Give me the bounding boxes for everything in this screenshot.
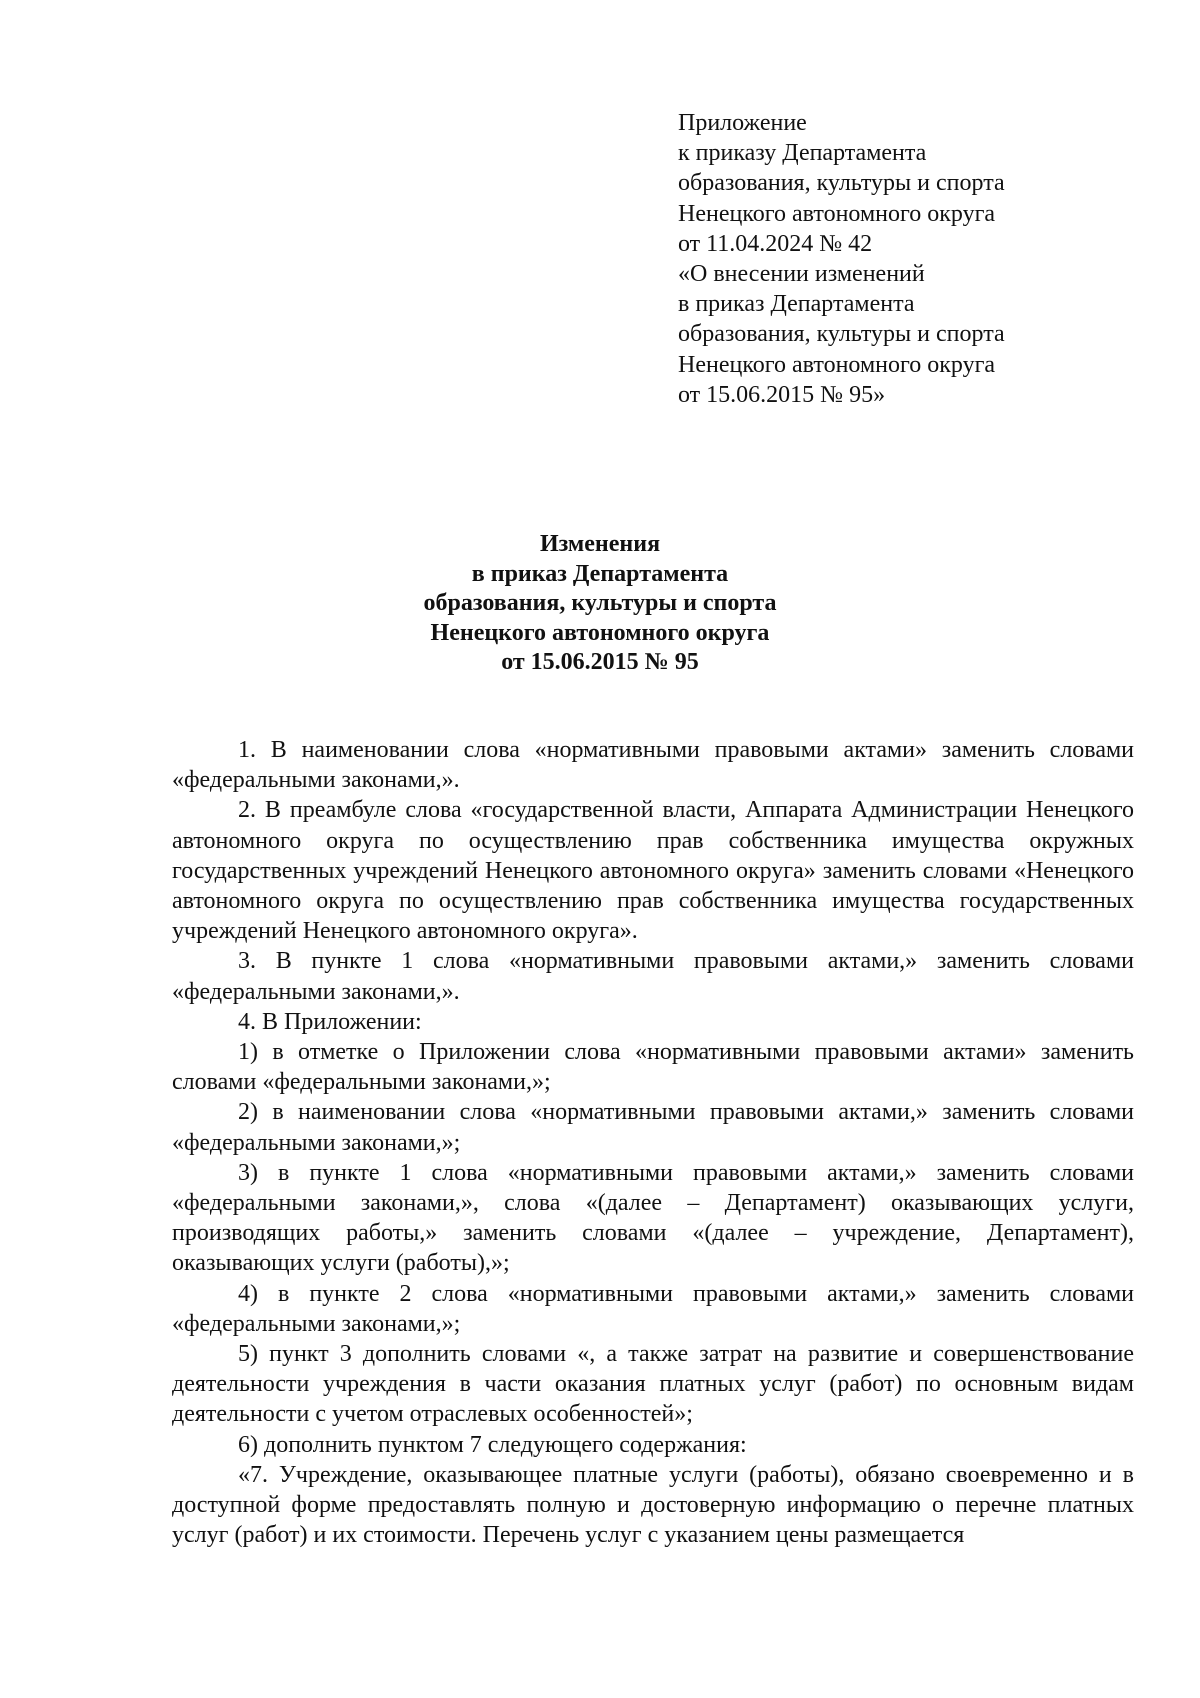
title-line: от 15.06.2015 № 95 xyxy=(501,649,699,675)
title-line: Изменения xyxy=(539,531,661,557)
appendix-line: Приложение xyxy=(678,110,807,136)
appendix-line: к приказу Департамента xyxy=(678,140,927,167)
title-line: образования, культуры и спорта xyxy=(423,590,777,616)
appendix-line: от 15.06.2015 № 95» xyxy=(678,381,886,408)
body-subitem-5: 5) пункт 3 дополнить словами «, а также затрат на развитие и совершенствование деятельности учреждения в части оказания платных услуг (работ) по основным видам деятельности с учетом отраслевых особенностей»; xyxy=(172,1341,1134,1428)
document-body xyxy=(172,735,1134,1550)
body-paragraph-2: 2. В преамбуле слова «государственной власти, Аппарата Администрации Ненецкого автономного округа по осуществлению прав собственника имущества окружных государственных учреждений Ненецкого автономного округа» заменить словами «Ненецкого автономного округа по осуществлению прав собственника имущества государственных учреждений Ненецкого автономного округа». xyxy=(172,797,1134,945)
appendix-line: от 11.04.2024 № 42 xyxy=(678,230,873,257)
appendix-block xyxy=(678,108,1098,410)
appendix-line: образования, культуры и спорта xyxy=(678,321,1005,348)
body-subitem-1: 1) в отметке о Приложении слова «нормативными правовыми актами» заменить словами «федеральными законами,»; xyxy=(172,1039,1134,1096)
body-subitem-6: 6) дополнить пунктом 7 следующего содержания: xyxy=(238,1431,747,1458)
body-paragraph-4: 4. В Приложении: xyxy=(238,1008,422,1035)
appendix-line: Ненецкого автономного округа xyxy=(678,351,996,378)
appendix-line: в приказ Департамента xyxy=(678,291,915,318)
title-line: Ненецкого автономного округа xyxy=(430,619,770,646)
document-title xyxy=(100,530,1100,678)
body-subitem-2: 2) в наименовании слова «нормативными правовыми актами,» заменить словами «федеральными законами,»; xyxy=(172,1099,1134,1156)
appendix-line: образования, культуры и спорта xyxy=(678,170,1005,197)
body-paragraph-1: 1. В наименовании слова «нормативными правовыми актами» заменить словами «федеральными законами,». xyxy=(172,737,1134,794)
appendix-line: Ненецкого автономного округа xyxy=(678,200,996,227)
title-line: в приказ Департамента xyxy=(471,560,729,587)
appendix-line: «О внесении изменений xyxy=(678,261,925,288)
body-paragraph-3: 3. В пункте 1 слова «нормативными правовыми актами,» заменить словами «федеральными законами,». xyxy=(172,948,1134,1005)
body-subitem-3: 3) в пункте 1 слова «нормативными правовыми актами,» заменить словами «федеральными законами,», слова «(далее – Департамент) оказывающих услуги, производящих работы,» заменить словами «(далее – учреждение, Департамент), оказывающих услуги (работы),»; xyxy=(172,1159,1134,1277)
body-quoted-item-7: «7. Учреждение, оказывающее платные услуги (работы), обязано своевременно и в доступной форме предоставлять полную и достоверную информацию о перечне платных услуг (работ) и их стоимости. Перечень услуг с указанием цены размещается xyxy=(172,1461,1134,1549)
body-subitem-4: 4) в пункте 2 слова «нормативными правовыми актами,» заменить словами «федеральными законами,»; xyxy=(172,1280,1134,1337)
